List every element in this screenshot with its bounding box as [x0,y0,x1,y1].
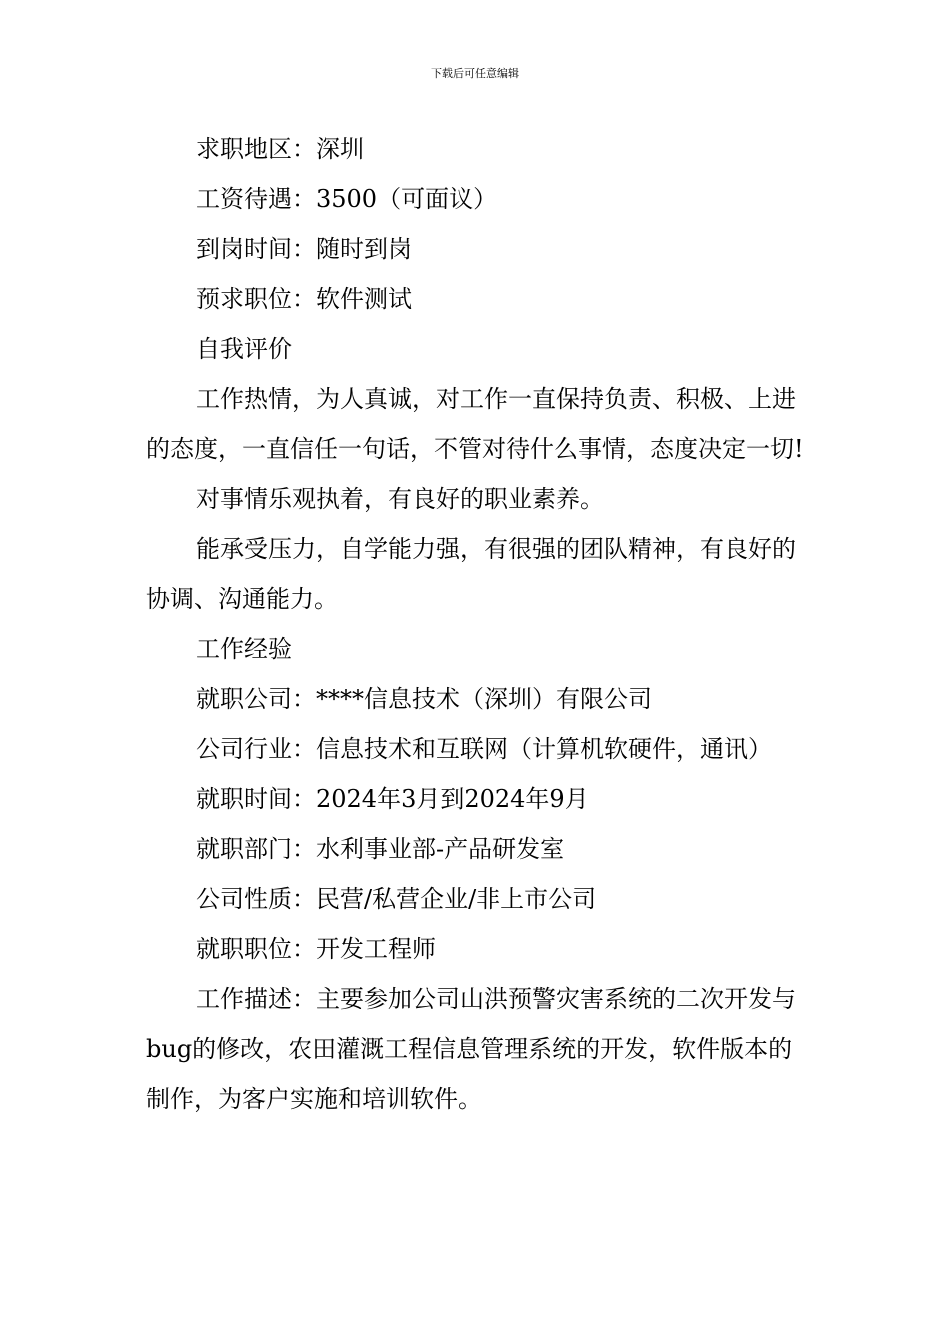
document-body [146,124,806,1124]
job-title-line: 就职职位：开发工程师 [196,935,436,963]
job-region-line: 求职地区：深圳 [196,135,364,163]
company-line: 就职公司：****信息技术（深圳）有限公司 [196,685,652,713]
company-type-line: 公司性质：民营/私营企业/非上市公司 [196,885,597,913]
self-evaluation-paragraph-2: 对事情乐观执着，有良好的职业素养。 [196,485,604,513]
page-header-note: 下载后可任意编辑 [431,67,519,80]
start-time-line: 到岗时间：随时到岗 [196,235,412,263]
work-experience-heading: 工作经验 [196,635,292,663]
industry-line: 公司行业：信息技术和互联网（计算机软硬件，通讯） [196,735,772,763]
self-evaluation-paragraph-1: 工作热情，为人真诚，对工作一直保持负责、积极、上进的态度，一直信任一句话，不管对待什么事情，态度决定一切! [146,385,804,463]
salary-line: 工资待遇：3500（可面议） [196,185,498,213]
job-description-paragraph: 工作描述：主要参加公司山洪预警灾害系统的二次开发与bug的修改，农田灌溉工程信息管理系统的开发，软件版本的制作，为客户实施和培训软件。 [146,985,796,1113]
employment-period-line: 就职时间：2024年3月到2024年9月 [196,785,589,813]
department-line: 就职部门：水利事业部-产品研发室 [196,835,565,863]
desired-position-line: 预求职位：软件测试 [196,285,412,313]
self-evaluation-heading: 自我评价 [196,335,292,363]
self-evaluation-paragraph-3: 能承受压力，自学能力强，有很强的团队精神，有良好的协调、沟通能力。 [146,535,796,613]
